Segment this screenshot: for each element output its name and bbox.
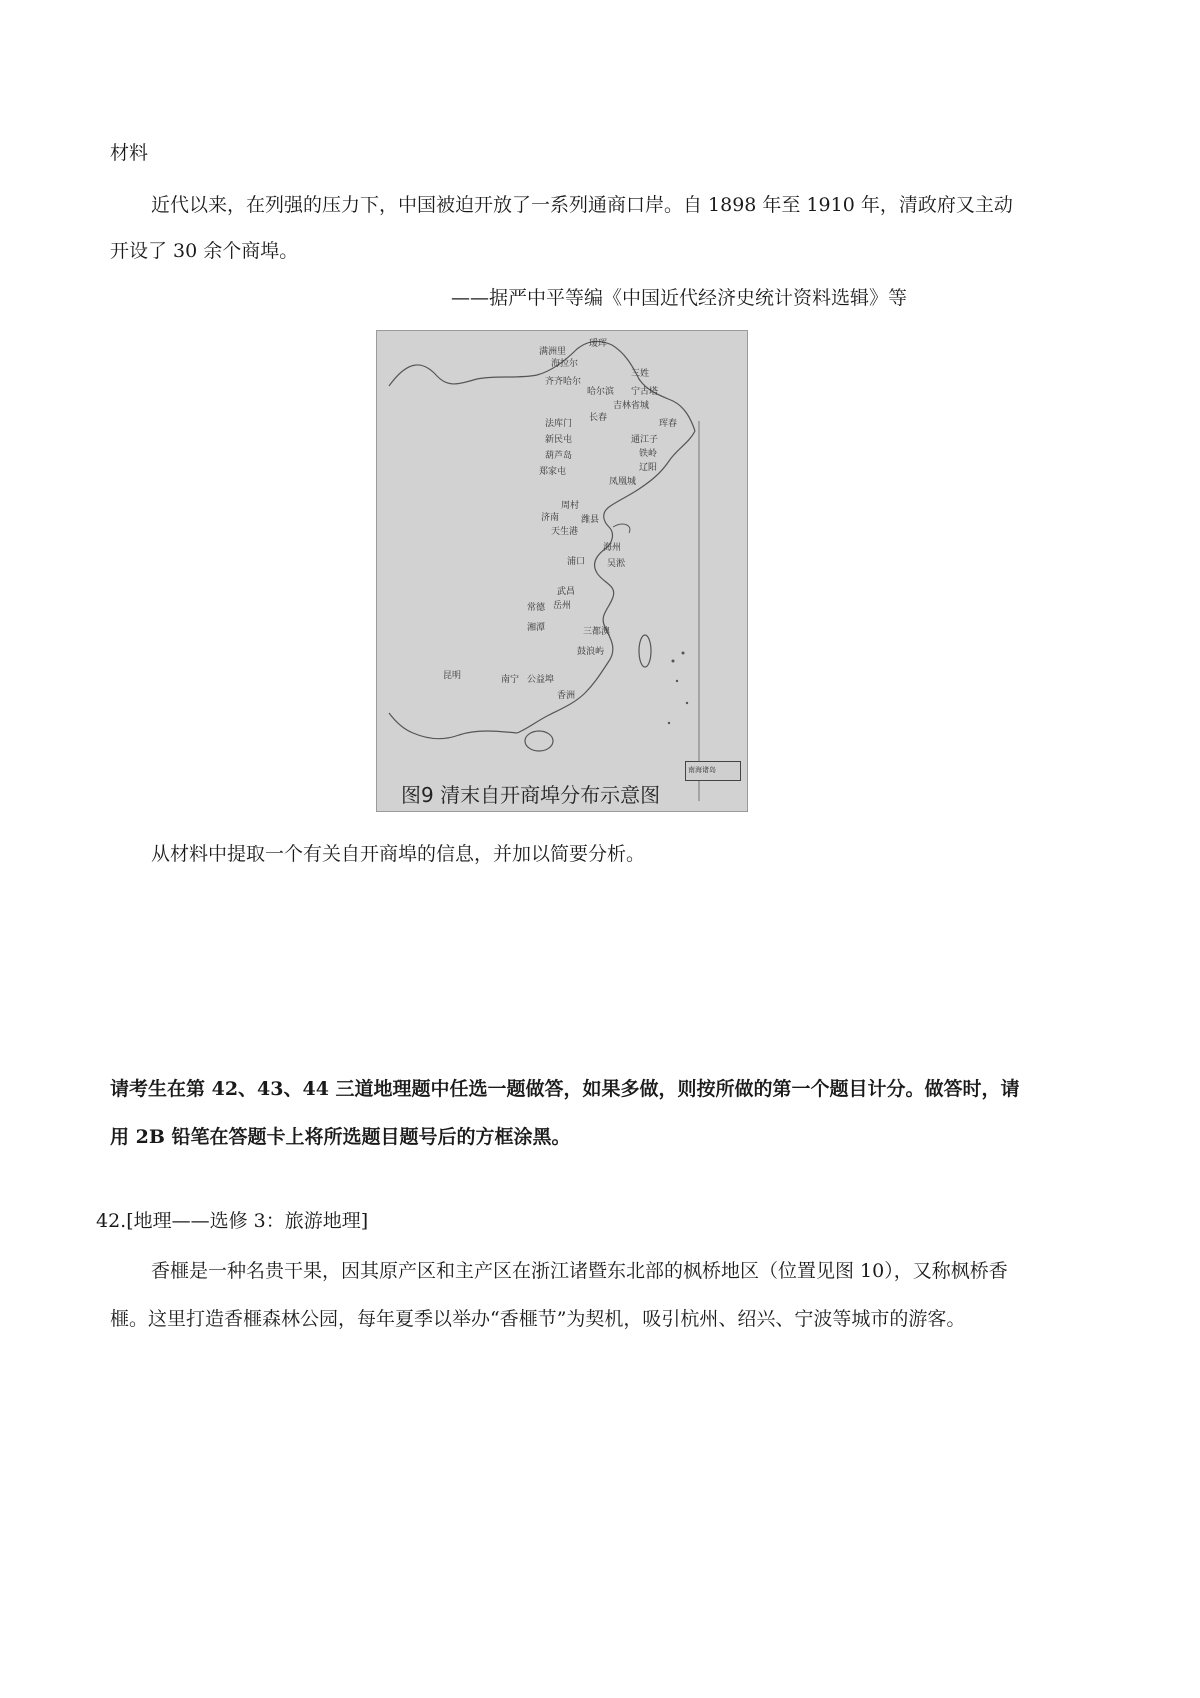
material-source: ——据严中平等编《中国近代经济史统计资料选辑》等 [451, 287, 908, 309]
city-label: 新民屯 [545, 435, 573, 445]
city-label: 海拉尔 [551, 359, 579, 369]
q42-heading: 42.[地理——选修 3：旅游地理] [96, 1210, 369, 1232]
city-label: 三都澳 [583, 627, 611, 637]
city-label: 瑷珲 [589, 339, 608, 349]
inset-label: 南海诸岛 [688, 766, 716, 774]
city-label: 济南 [541, 513, 560, 523]
city-label: 昆明 [443, 671, 462, 681]
city-label: 岳州 [553, 601, 572, 611]
material-paragraph-line-2: 开设了 30 余个商埠。 [110, 240, 299, 262]
city-label: 葫芦岛 [545, 451, 573, 461]
q42-line-1: 香榧是一种名贵干果，因其原产区和主产区在浙江诸暨东北部的枫桥地区（位置见图 10），又称枫桥香 [151, 1260, 1008, 1282]
city-label: 香洲 [557, 691, 576, 701]
city-label: 浦口 [567, 557, 586, 567]
city-label: 法库门 [545, 419, 573, 429]
instruction-line-2: 用 2B 铅笔在答题卡上将所选题目题号后的方框涂黑。 [110, 1126, 571, 1148]
city-label: 满洲里 [539, 347, 567, 357]
city-label: 郑家屯 [539, 467, 567, 477]
city-label: 常德 [527, 603, 546, 613]
city-label: 海州 [603, 543, 622, 553]
city-label: 吉林省城 [613, 401, 650, 411]
south-china-sea-inset [685, 761, 741, 781]
city-label: 天生港 [551, 527, 579, 537]
city-label: 铁岭 [639, 449, 658, 459]
instruction-line-1: 请考生在第 42、43、44 三道地理题中任选一题做答，如果多做，则按所做的第一个题目计分。做答时，请 [110, 1078, 1020, 1100]
material-heading: 材料 [110, 142, 149, 164]
city-label: 三姓 [631, 369, 650, 379]
question-prompt: 从材料中提取一个有关自开商埠的信息，并加以简要分析。 [151, 843, 646, 865]
q42-line-2: 榧。这里打造香榧森林公园，每年夏季以举办“香榧节”为契机，吸引杭州、绍兴、宁波等城市的游客。 [110, 1308, 966, 1330]
city-label: 潍县 [581, 515, 600, 525]
city-label: 长春 [589, 413, 608, 423]
city-label: 鼓浪屿 [577, 647, 605, 657]
city-label: 南宁 [501, 675, 520, 685]
port-map-figure [376, 330, 748, 812]
city-label: 宁古塔 [631, 387, 659, 397]
city-label: 哈尔滨 [587, 387, 615, 397]
material-paragraph-line-1: 近代以来，在列强的压力下，中国被迫开放了一系列通商口岸。自 1898 年至 1910 年，清政府又主动 [151, 194, 1013, 216]
city-label: 武昌 [557, 587, 576, 597]
city-label: 湘潭 [527, 623, 546, 633]
map-outline [377, 331, 747, 811]
map-caption: 图9 清末自开商埠分布示意图 [401, 783, 661, 807]
city-label: 辽阳 [639, 463, 658, 473]
city-label: 吴淞 [607, 559, 626, 569]
city-label: 周村 [561, 501, 580, 511]
city-label: 珲春 [659, 419, 678, 429]
city-label: 公益埠 [527, 675, 555, 685]
city-label: 齐齐哈尔 [545, 377, 582, 387]
city-label: 凤凰城 [609, 477, 637, 487]
city-label: 通江子 [631, 435, 659, 445]
